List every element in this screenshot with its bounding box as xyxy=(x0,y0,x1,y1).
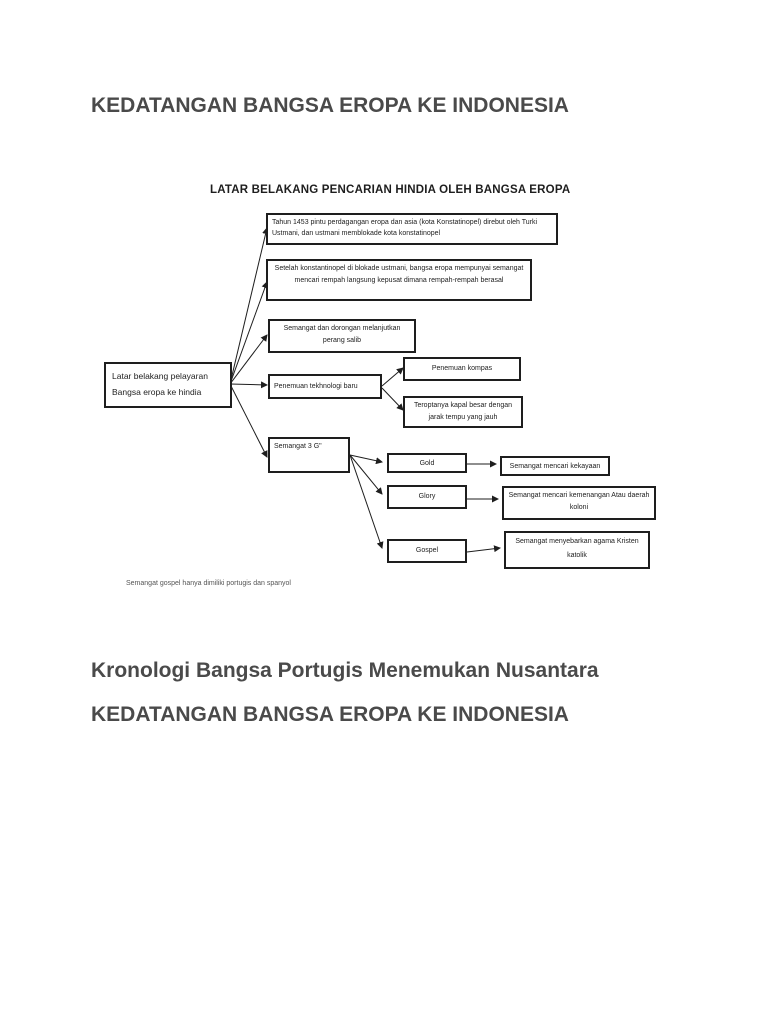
box-teknologi: Penemuan tekhnologi baru xyxy=(268,374,382,399)
arrow-root-rempah xyxy=(230,282,267,384)
box-gospel: Gospel xyxy=(387,539,467,563)
arrow-root-teknologi xyxy=(230,384,267,385)
page-heading-bottom: KEDATANGAN BANGSA EROPA KE INDONESIA xyxy=(91,703,569,726)
root-line-1: Latar belakang pelayaran xyxy=(112,371,208,381)
arrow-teknologi-kompas xyxy=(382,368,403,386)
arrow-3g-gospel xyxy=(350,455,382,548)
arrow-gospel-agama xyxy=(467,548,500,552)
page-heading-top: KEDATANGAN BANGSA EROPA KE INDONESIA xyxy=(91,94,569,117)
box-agama: Semangat menyebarkan agama Kristen katolik xyxy=(504,531,650,569)
box-konstantinopel: Tahun 1453 pintu perdagangan eropa dan asia (kota Konstatinopel) direbut oleh Turki Ustmani, dan ustmani memblokade kota konstatinopel xyxy=(266,213,558,245)
root-line-2: Bangsa eropa ke hindia xyxy=(112,387,202,397)
box-rempah: Setelah konstantinopel di blokade ustmani, bangsa eropa mempunyai semangat mencari rempah langsung kepusat dimana rempah-rempah berasal xyxy=(266,259,532,301)
box-teropong: Teroptanya kapal besar dengan jarak tempu yang jauh xyxy=(403,396,523,428)
flow-diagram xyxy=(90,172,670,604)
box-kekayaan: Semangat mencari kekayaan xyxy=(500,456,610,476)
box-semangat-3g: Semangat 3 G" xyxy=(268,437,350,473)
box-perang-salib: Semangat dan dorongan melanjutkan perang salib xyxy=(268,319,416,353)
chronology-heading: Kronologi Bangsa Portugis Menemukan Nusantara xyxy=(91,659,599,682)
arrow-teknologi-teropong xyxy=(382,388,403,410)
root-box xyxy=(104,362,232,408)
arrow-root-3g xyxy=(230,384,267,457)
diagram-title: LATAR BELAKANG PENCARIAN HINDIA OLEH BANGSA EROPA xyxy=(210,184,571,196)
box-glory: Glory xyxy=(387,485,467,509)
box-gold: Gold xyxy=(387,453,467,473)
arrow-root-konstantinopel xyxy=(230,228,267,384)
box-kompas: Penemuan kompas xyxy=(403,357,521,381)
box-kemenangan: Semangat mencari kemenangan Atau daerah koloni xyxy=(502,486,656,520)
diagram-note: Semangat gospel hanya dimiliki portugis dan spanyol xyxy=(126,580,291,587)
